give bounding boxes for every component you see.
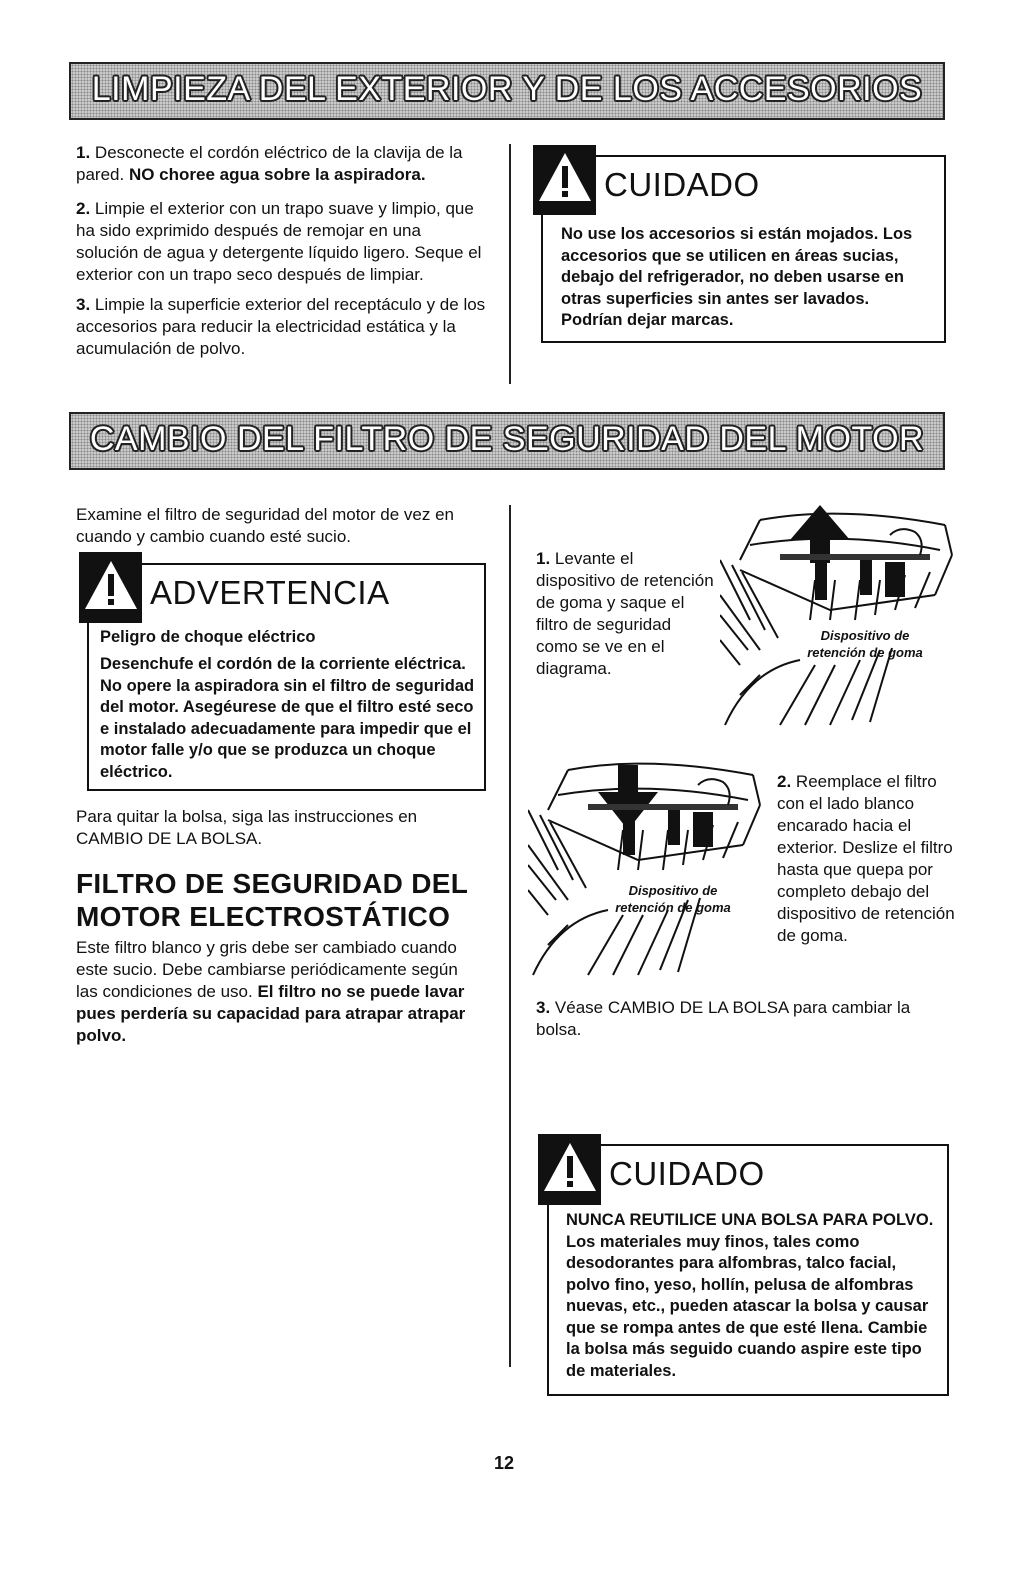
filter-removal-diagram	[720, 500, 960, 740]
s2-caution-title: CUIDADO	[609, 1155, 765, 1192]
s2-intro: Examine el filtro de seguridad del motor de vez en cuando y cambio cuando esté sucio.	[76, 505, 454, 546]
s1-caution-text: No use los accesorios si están mojados. Los accesorios que se utilicen en áreas sucias, debajo del refrigerador, no deben usarse en otras superficies sin antes ser lavados. Podrían dejar marcas.	[561, 225, 913, 329]
s2-step3: 3. Véase CAMBIO DE LA BOLSA para cambiar la bolsa.	[536, 998, 911, 1039]
column-divider-1	[509, 144, 511, 384]
warning-triangle-icon	[541, 1140, 599, 1194]
diagram1-label: Dispositivo de retención de goma	[807, 628, 923, 660]
section2-title: CAMBIO DEL FILTRO DE SEGURIDAD DEL MOTOR	[89, 420, 925, 458]
s2-warning-title: ADVERTENCIA	[150, 574, 390, 611]
s2-step2: 2. Reemplace el filtro con el lado blanco encarado hacia el exterior. Deslize el filtro hasta que quepa por completo debajo del dispositivo de retención de goma.	[777, 772, 955, 945]
warning-triangle-icon	[536, 150, 594, 204]
page-number: 12	[494, 1453, 515, 1473]
s1-step1: 1. Desconecte el cordón eléctrico de la clavija de la pared. NO choree agua sobre la aspiradora.	[76, 143, 463, 184]
s2-bag-note: Para quitar la bolsa, siga las instrucciones en CAMBIO DE LA BOLSA.	[76, 807, 418, 848]
section2-banner	[69, 412, 945, 470]
s2-caution-text: NUNCA REUTILICE UNA BOLSA PARA POLVO. Los materiales muy finos, tales como desodorantes para alfombras, talco facial, polvo fino, yeso, hollín, pelusa de alfombras nuevas, etc., pueden atascar la bolsa y causar que se rompa antes de que esté llena. Cambie la bolsa más seguido cuando aspire este tipo de materiales.	[566, 1211, 934, 1380]
s1-caution-title: CUIDADO	[604, 166, 760, 203]
warning-triangle-icon	[82, 558, 140, 612]
section1-banner	[69, 62, 945, 120]
s2-step1: 1. Levante el dispositivo de retención de goma y saque el filtro de seguridad como se ve en el diagrama.	[536, 549, 714, 678]
column-divider-2	[509, 505, 511, 1367]
filter-insertion-diagram	[528, 750, 768, 990]
s1-step2: 2. Limpie el exterior con un trapo suave y limpio, que ha sido exprimido después de remojar en una solución de agua y detergente líquido ligero. Seque el exterior con un trapo seco después de limpiar.	[76, 199, 482, 284]
s2-filter-text: Este filtro blanco y gris debe ser cambiado cuando este sucio. Debe cambiarse periódicamente según las condiciones de uso. El filtro no se puede lavar pues perdería su capacidad para atrapar atrapar polvo.	[76, 938, 466, 1045]
section1-title: LIMPIEZA DEL EXTERIOR Y DE LOS ACCESORIOS	[91, 70, 923, 108]
s2-warning-text: Desenchufe el cordón de la corriente eléctrica. No opere la aspiradora sin el filtro de seguridad del motor. Asegéurese de que el filtro esté seco e instalado adecuadamente para impedir que el motor falle y/o que se produzca un choque eléctrico.	[100, 655, 475, 781]
s2-warning-subtitle: Peligro de choque eléctrico	[100, 628, 316, 646]
s1-step3: 3. Limpie la superficie exterior del receptáculo y de los accesorios para reducir la electricidad estática y la acumulación de polvo.	[76, 295, 486, 358]
diagram2-label: Dispositivo de retención de goma	[615, 883, 731, 915]
s2-filter-heading: FILTRO DE SEGURIDAD DEL MOTOR ELECTROSTÁTICO	[76, 868, 468, 932]
